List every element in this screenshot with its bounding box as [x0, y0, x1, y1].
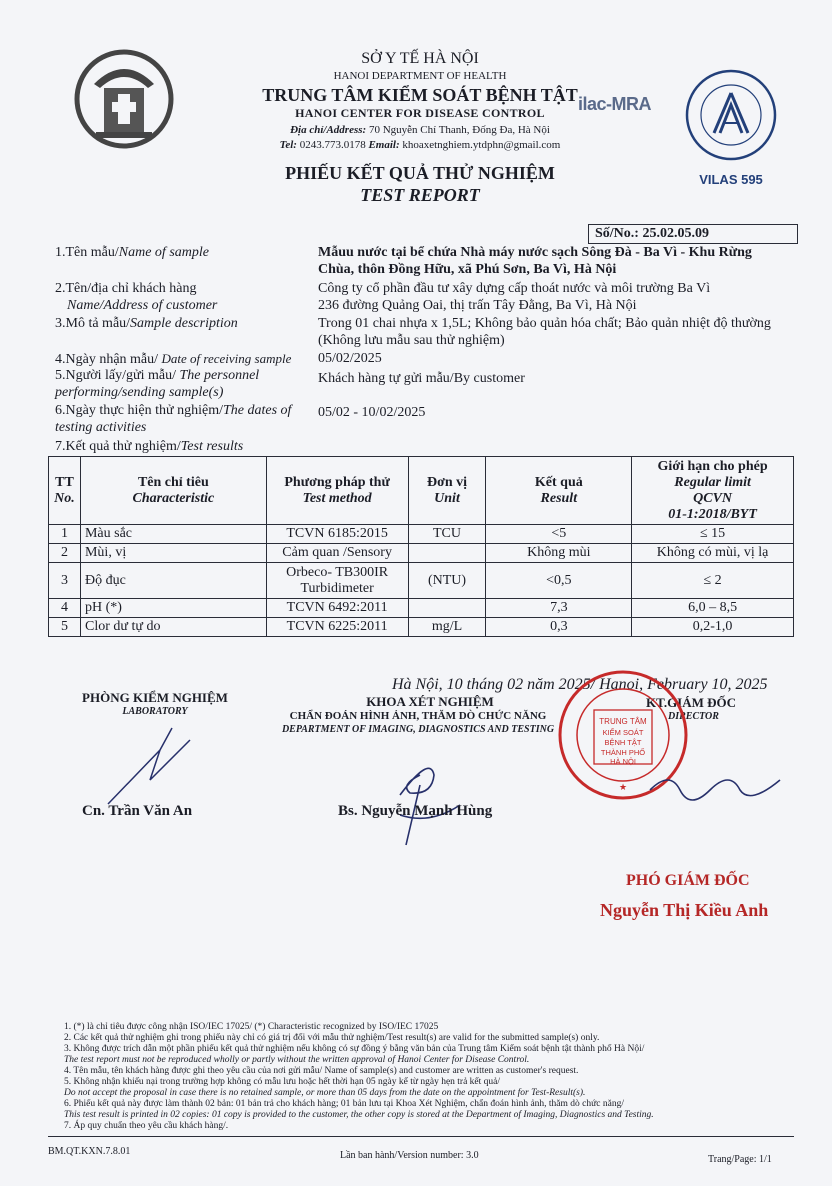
field-test-dates-value: 05/02 - 10/02/2025: [318, 405, 426, 420]
director-signature-icon: [640, 760, 790, 820]
report-title-en: TEST REPORT: [360, 185, 480, 205]
address-label: Địa chỉ/Address:: [290, 124, 367, 136]
header-limit: Giới hạn cho phép Regular limit QCVN 01-1:2018/BYT: [632, 457, 794, 525]
cdc-logo-icon: [74, 44, 174, 154]
field-customer-label: 2.Tên/địa chỉ khách hàng Name/Address of customer: [55, 281, 218, 313]
director-title-vn: KT.GIÁM ĐỐC: [646, 695, 737, 710]
table-row: 4 pH (*) TCVN 6492:2011 7,3 6,0 – 8,5: [49, 599, 794, 618]
center-name-vn: TRUNG TÂM KIỂM SOÁT BỆNH TẬT: [262, 85, 578, 105]
note-3: 3. Không được trích dẫn một phần phiếu kết quả thử nghiệm nếu không có sự đồng ý bằng văn bản của Trung tâm Kiểm soát bệnh tật thành phố Hà Nội/: [64, 1044, 645, 1054]
center-name-en: HANOI CENTER FOR DISEASE CONTROL: [295, 106, 545, 120]
ilac-mra-logo: ilac-MRA: [578, 94, 652, 114]
director-title-en: DIRECTOR: [668, 711, 719, 722]
header-method: Phương pháp thử Test method: [266, 457, 408, 525]
table-row: 5 Clor dư tự do TCVN 6225:2011 mg/L 0,3 0,2-1,0: [49, 618, 794, 637]
note-4: 4. Tên mẫu, tên khách hàng được ghi theo yêu cầu của nơi gửi mẫu/ Name of sample(s) and customer are written as customer's request.: [64, 1066, 579, 1076]
field-description-label: 3.Mô tả mẫu/Sample description: [55, 316, 238, 331]
report-number: Số/No.: 25.02.05.09: [588, 224, 798, 244]
table-row: 2 Mùi, vị Cảm quan /Sensory Không mùi Không có mùi, vị lạ: [49, 544, 794, 563]
email-label: Email:: [368, 139, 400, 151]
field-sender-label: 5.Người lấy/gửi mẫu/ The personnel performing/sending sample(s): [55, 368, 260, 400]
email-value: khoaxetnghiem.ytdphn@gmail.com: [402, 139, 561, 151]
field-test-dates-label: 6.Ngày thực hiện thử nghiệm/The dates of testing activities: [55, 403, 292, 435]
contact-line: [240, 139, 600, 151]
field-description-value: Trong 01 chai nhựa x 1,5L; Không bảo quản hóa chất; Bảo quản nhiệt độ thường (Không lưu mẫu sau thử nghiệm): [318, 316, 771, 348]
header-characteristic: Tên chỉ tiêu Characteristic: [80, 457, 266, 525]
note-5-en: Do not accept the proposal in case there is no retained sample, or more than 05 days from the date on the appointment for Test-Result(s).: [64, 1088, 586, 1098]
field-sample-name-label: 1.Tên mẫu/Name of sample: [55, 245, 209, 260]
dept-signer-name: Bs. Nguyễn Mạnh Hùng: [338, 803, 493, 819]
header-no: TT No.: [49, 457, 81, 525]
note-6-en: This test result is printed in 02 copies: 01 copy is provided to the customer, the other copy is stored at the Department of Imaging, Diagnostics and Testing.: [64, 1110, 654, 1120]
dept-signature-icon: [370, 745, 480, 855]
lab-signer-name: Cn. Trần Văn An: [82, 803, 193, 819]
results-table: [48, 456, 794, 637]
address-value: 70 Nguyễn Chí Thanh, Đống Đa, Hà Nội: [368, 124, 550, 136]
note-3-en: The test report must not be reproduced wholly or partly without the written approval of Hanoi Center for Disease Control.: [64, 1055, 530, 1065]
field-sample-name-value: Mẫuu nước tại bể chứa Nhà máy nước sạch Sông Đà - Ba Vì - Khu Rừng Chùa, thôn Đồng Hữu, xã Phú Sơn, Ba Vì, Hà Nội: [318, 245, 752, 277]
issue-date-line: Hà Nội, 10 tháng 02 năm 2025/ Hanoi, February 10, 2025: [392, 676, 768, 693]
note-6: 6. Phiếu kết quả này được làm thành 02 bản: 01 bản trả cho khách hàng; 01 bản lưu tại Khoa Xét Nghiệm, chẩn đoán hình ảnh, thăm dò chức năng/: [64, 1099, 624, 1109]
field-customer-value: Công ty cổ phần đầu tư xây dựng cấp thoát nước và môi trường Ba Vì 236 đường Quảng Oai, thị trấn Tây Đằng, Ba Vì, Hà Nội: [318, 281, 711, 313]
form-code: BM.QT.KXN.7.8.01: [48, 1146, 131, 1157]
note-5: 5. Không nhận khiếu nại trong trường hợp không có mẫu lưu hoặc hết thời hạn 05 ngày kể từ ngày hẹn trả kết quả/: [64, 1077, 501, 1087]
header-unit: Đơn vị Unit: [408, 457, 486, 525]
header-result: Kết quả Result: [486, 457, 632, 525]
note-1: 1. (*) là chỉ tiêu được công nhận ISO/IEC 17025/ (*) Characteristic recognized by ISO/IEC 17025: [64, 1022, 439, 1032]
note-7: 7. Áp quy chuẩn theo yêu cầu khách hàng/.: [64, 1121, 229, 1131]
footer-divider: [48, 1136, 794, 1137]
dept-title-en: DEPARTMENT OF IMAGING, DIAGNOSTICS AND TESTING: [281, 724, 555, 735]
dept-title-vn: KHOA XÉT NGHIỆM: [366, 694, 494, 709]
table-header-row: [49, 457, 794, 525]
accreditation-seal-icon: [676, 67, 786, 177]
dept-name-vn: SỞ Y TẾ HÀ NỘI: [361, 50, 479, 67]
field-results-label: 7.Kết quả thử nghiệm/Test results: [55, 439, 244, 454]
deputy-title: PHÓ GIÁM ĐỐC: [626, 872, 750, 889]
address-line: [240, 124, 600, 136]
tel-value: 0243.773.0178: [299, 139, 366, 151]
field-receive-date-label: 4.Ngày nhận mẫu/ Date of receiving sample: [55, 351, 292, 367]
page-number: Trang/Page: 1/1: [708, 1154, 772, 1165]
svg-text:TRUNG TÂM: TRUNG TÂM: [599, 717, 647, 726]
dept-name-en: HANOI DEPARTMENT OF HEALTH: [333, 70, 507, 82]
field-receive-date-value: 05/02/2025: [318, 351, 382, 366]
note-2: 2. Các kết quả thử nghiệm ghi trong phiếu này chỉ có giá trị đối với mẫu thử nghiệm/Test result(s) are valid for the submitted sample(s) only.: [64, 1033, 600, 1043]
svg-text:BỆNH TẬT: BỆNH TẬT: [604, 738, 642, 747]
version-number: Lần ban hành/Version number: 3.0: [340, 1150, 479, 1161]
table-row: 3 Độ đục Orbeco- TB300IR Turbidimeter (NTU) <0,5 ≤ 2: [49, 563, 794, 599]
lab-signature-icon: [100, 720, 210, 810]
lab-title-vn: PHÒNG KIỂM NGHIỆM: [82, 690, 228, 705]
tel-label: Tel:: [279, 139, 297, 151]
dept-subtitle-vn: CHẨN ĐOÁN HÌNH ẢNH, THĂM DÒ CHỨC NĂNG: [289, 710, 547, 722]
svg-text:HÀ NỘI: HÀ NỘI: [610, 757, 636, 766]
svg-text:THÀNH PHỐ: THÀNH PHỐ: [600, 748, 646, 757]
report-title-vn: PHIẾU KẾT QUẢ THỬ NGHIỆM: [285, 163, 555, 183]
vilas-code: VILAS 595: [699, 172, 763, 187]
svg-text:KIỂM SOÁT: KIỂM SOÁT: [602, 728, 644, 737]
lab-title-en: LABORATORY: [122, 706, 188, 717]
field-sender-value: Khách hàng tự gửi mẫu/By customer: [318, 371, 525, 386]
table-row: 1 Màu sắc TCVN 6185:2015 TCU <5 ≤ 15: [49, 525, 794, 544]
deputy-name: Nguyễn Thị Kiều Anh: [600, 900, 769, 920]
svg-text:★: ★: [618, 782, 628, 792]
